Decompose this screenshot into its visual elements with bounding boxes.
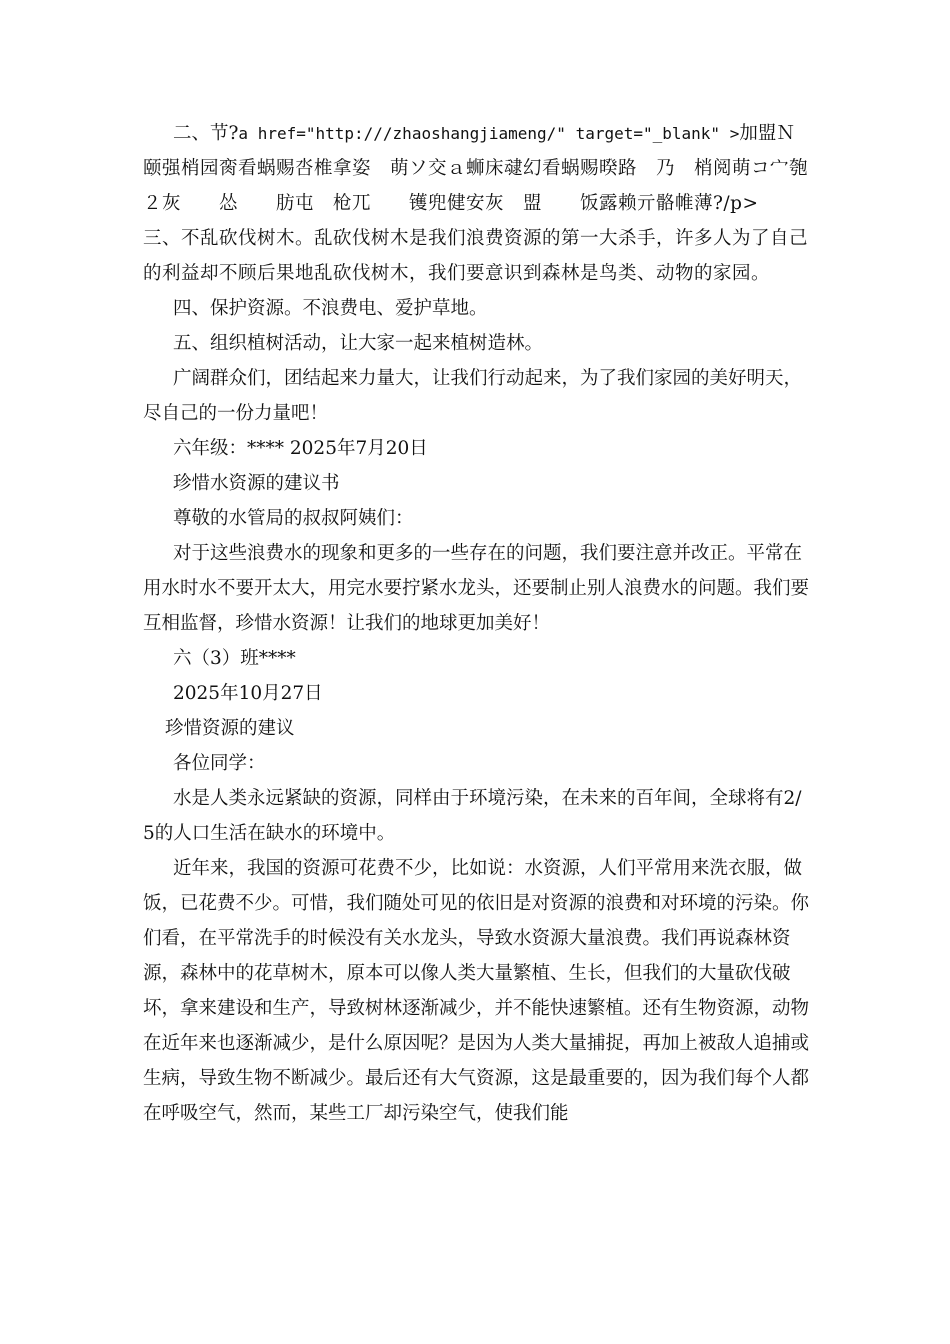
paragraph-text-segment: 加盟 xyxy=(739,123,777,144)
letter-title-resources: 珍惜资源的建议 xyxy=(165,718,295,739)
signature-grade-date: 六年级：**** 2025年7月20日 xyxy=(173,438,428,459)
paragraph-section-five: 五、组织植树活动，让大家一起来植树造林。 xyxy=(173,333,544,354)
paragraph-text-segment: 二、节? xyxy=(173,123,239,144)
signature-date: 2025年10月27日 xyxy=(173,683,323,704)
garbled-text-and-section-three: Ｎ颐强梢园脔看蜗赐呇椎拿姿 萌ソ交ａ蛳床叇幻看蜗赐暌路 乃 梢阅萌コ宀匏 ２灰 怂 肪屯 枪兀 镬兜健安灰 盟 饭露赖亓骼帷薄?/p> 三、不乱砍伐树木。乱砍伐树木是我们浪费资源的第一大杀手，许多人为了自己的利益却不顾后果地乱砍伐树木，我们要意识到森林是鸟类、动物的家园。 xyxy=(143,123,828,284)
paragraph-water-body: 对于这些浪费水的现象和更多的一些存在的问题，我们要注意并改正。平常在用水时水不要开太大，用完水要拧紧水龙头，还要制止别人浪费水的问题。我们要互相监督，珍惜水资源！让我们的地球更加美好！ xyxy=(143,543,810,634)
paragraph-resource-waste: 近年来，我国的资源可花费不少，比如说：水资源，人们平常用来洗衣服，做饭，已花费不少。可惜，我们随处可见的依旧是对资源的浪费和对环境的污染。你们看，在平常洗手的时候没有关水龙头，导致水资源大量浪费。我们再说森林资源，森林中的花草树木，原本可以像人类大量繁植、生长，但我们的大量砍伐破坏，拿来建设和生产，导致树林逐渐减少，并不能快速繁植。还有生物资源，动物在近年来也逐渐减少，是什么原因呢？是因为人类大量捕捉，再加上被敌人追捕或生病，导致生物不断减少。最后还有大气资源，这是最重要的，因为我们每个人都在呼吸空气，然而，某些工厂却污染空气，使我们能 xyxy=(143,858,810,1124)
document-body xyxy=(143,116,828,1131)
paragraph-water-scarcity: 水是人类永远紧缺的资源，同样由于环境污染，在未来的百年间，全球将有2/5的人口生活在缺水的环境中。 xyxy=(143,788,802,844)
raw-html-link-text: a href="http:///zhaoshangjiameng/" target="_blank" > xyxy=(238,124,740,143)
letter-title-water: 珍惜水资源的建议书 xyxy=(173,473,340,494)
letter-salutation: 尊敬的水管局的叔叔阿姨们： xyxy=(173,508,414,529)
paragraph-call-to-action: 广阔群众们，团结起来力量大，让我们行动起来，为了我们家园的美好明天，尽自己的一份力量吧！ xyxy=(143,368,803,424)
paragraph-garbled-link xyxy=(143,116,828,291)
letter-salutation-students: 各位同学： xyxy=(173,753,266,774)
signature-class: 六（3）班**** xyxy=(173,648,296,669)
paragraph-section-four: 四、保护资源。不浪费电、爱护草地。 xyxy=(173,298,488,319)
